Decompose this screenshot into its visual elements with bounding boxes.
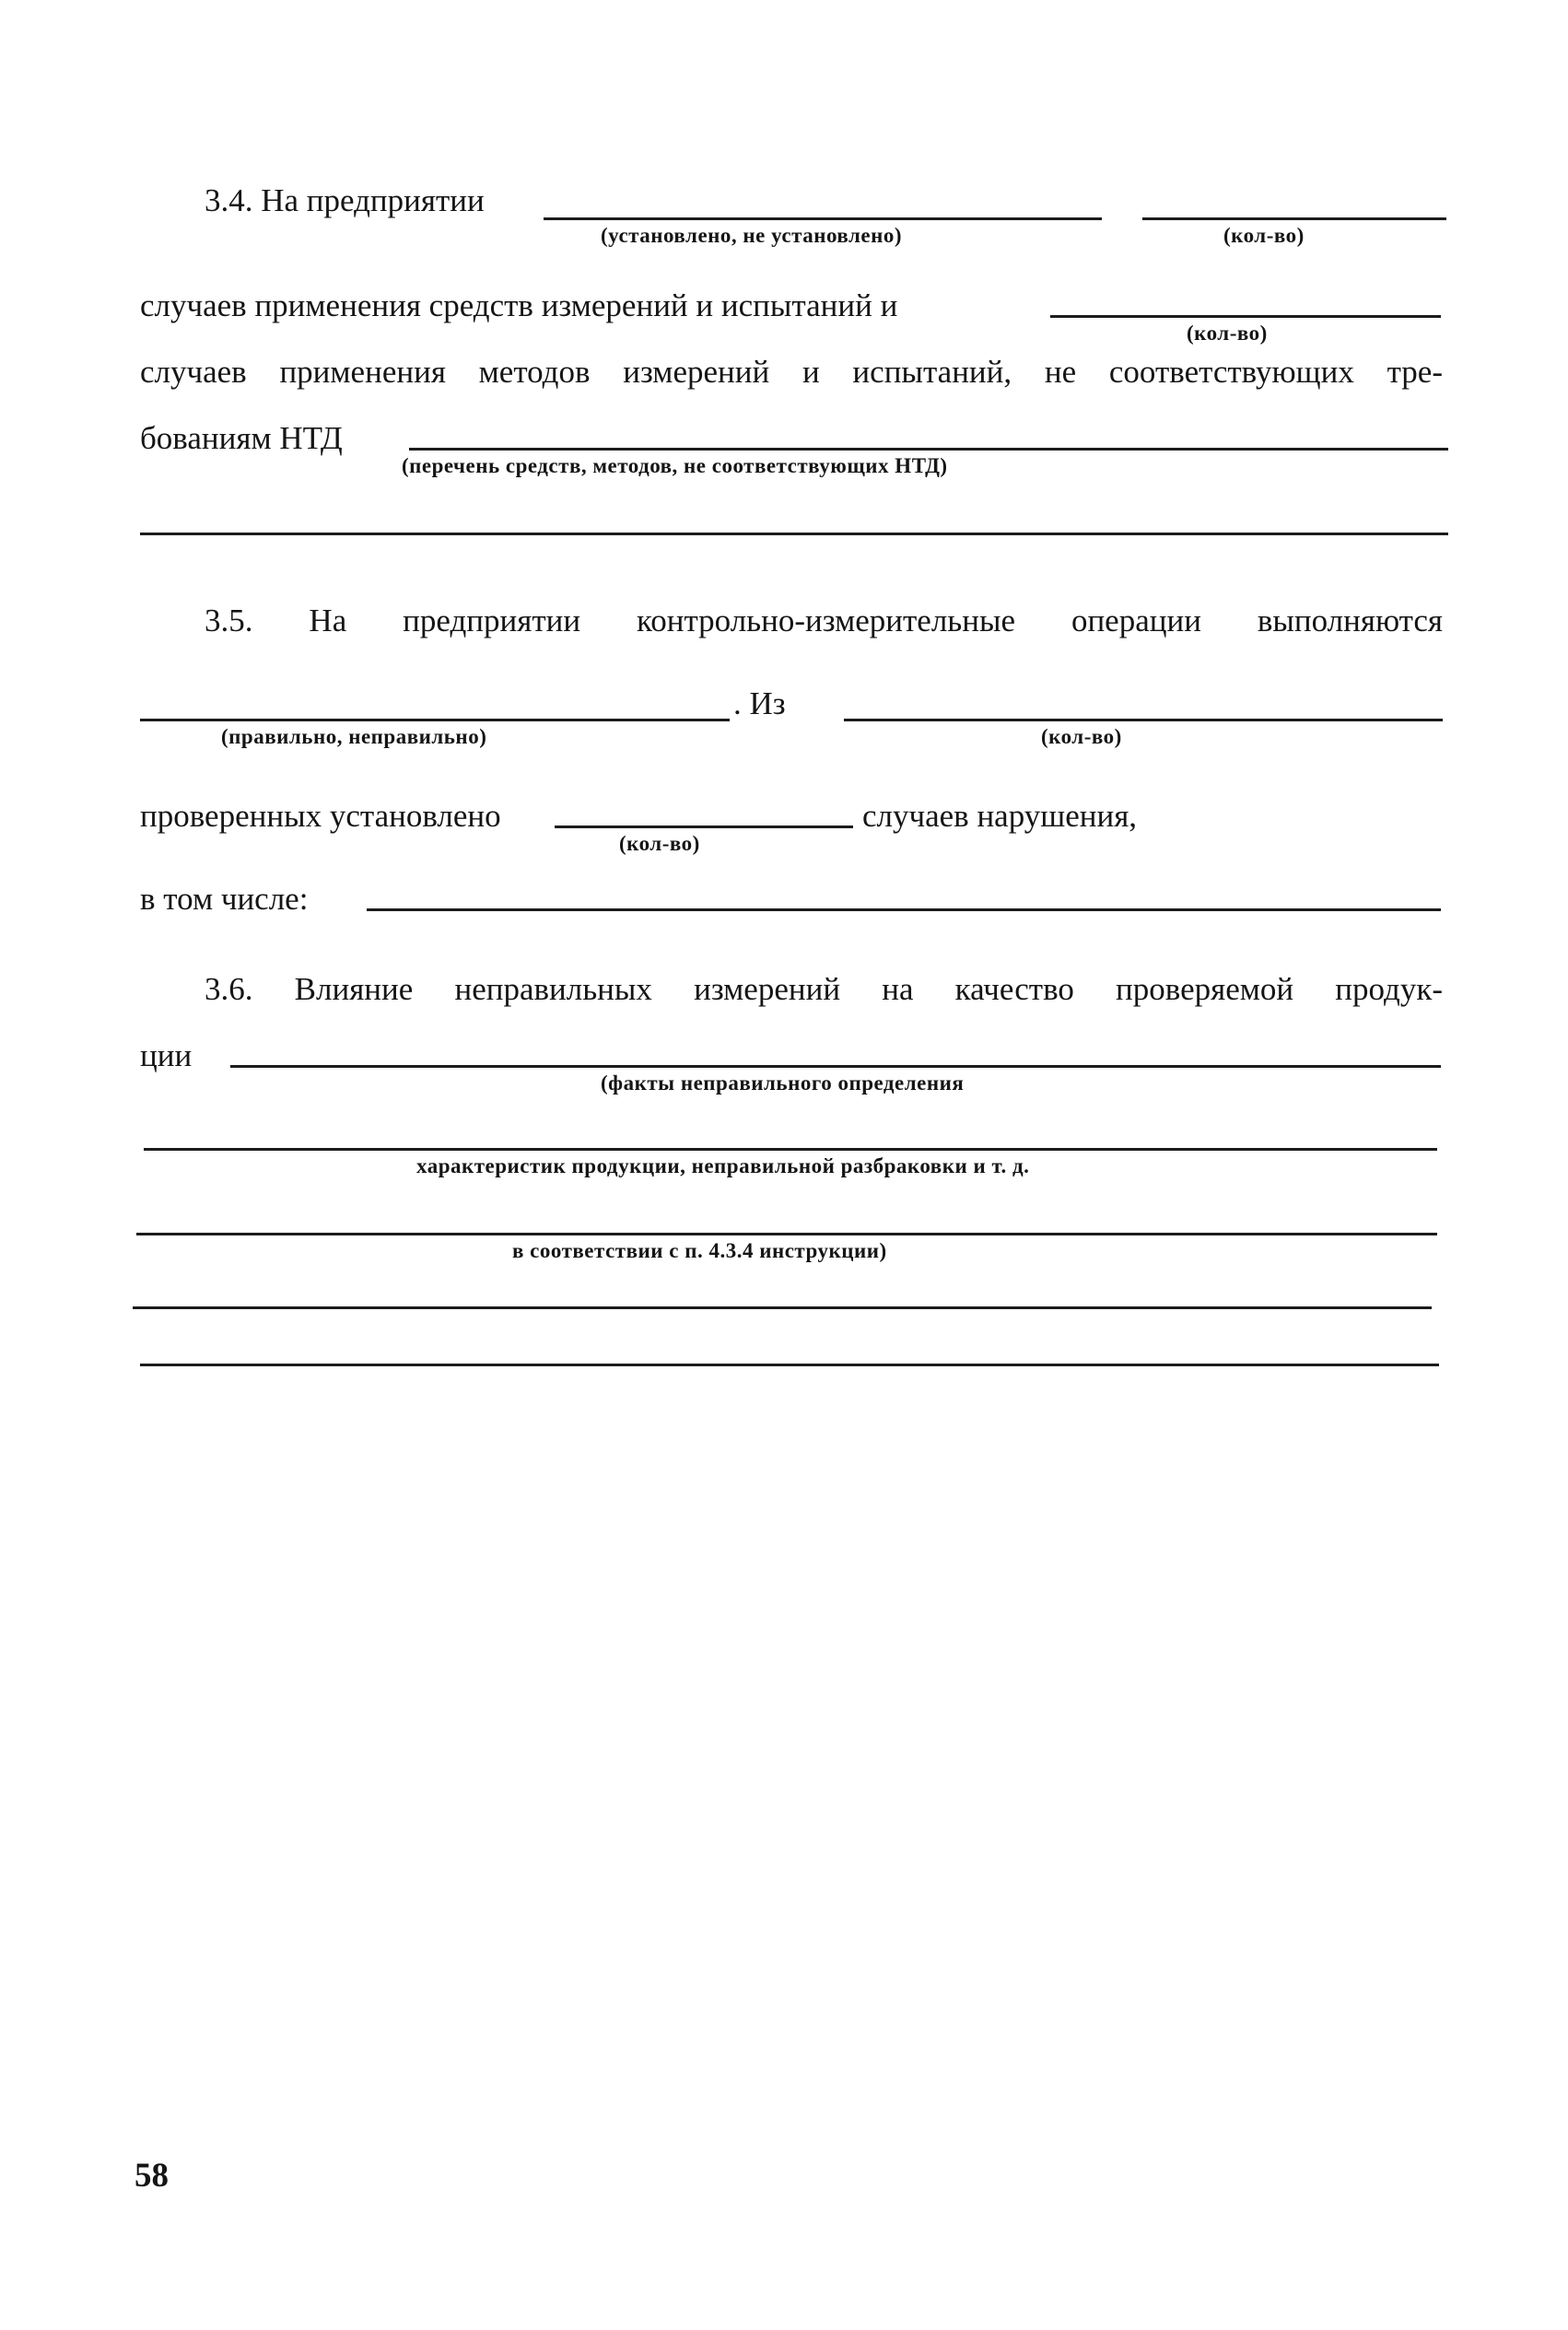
s35-correct-field[interactable] — [140, 719, 730, 721]
s34-count2-caption: (кол-во) — [1187, 322, 1268, 345]
s34-line2: случаев применения средств измерений и испытаний и — [140, 287, 898, 323]
s36-facts-field3[interactable] — [136, 1233, 1437, 1235]
s36-line1: 3.6. Влияние неправильных измерений на качество проверяемой продук- — [205, 971, 1443, 1007]
page-number: 58 — [135, 2157, 169, 2195]
s35-checked-suffix: случаев нарушения, — [862, 798, 1138, 834]
s35-correct-caption: (правильно, неправильно) — [221, 725, 487, 748]
s35-count2-field[interactable] — [555, 825, 853, 828]
s34-extra-line[interactable] — [140, 533, 1448, 535]
s34-count1-field[interactable] — [1142, 217, 1446, 220]
s34-line3: случаев применения методов измерений и испытаний, не соответствующих тре- — [140, 354, 1443, 390]
s36-caption3: в соответствии с п. 4.3.4 инструкции) — [512, 1239, 887, 1262]
s34-status-caption: (установлено, не установлено) — [601, 224, 903, 247]
s35-checked-prefix: проверенных установлено — [140, 798, 501, 834]
s35-iz: . Из — [733, 685, 786, 721]
s34-count1-caption: (кол-во) — [1223, 224, 1305, 247]
s34-line4: бованиям НТД — [140, 420, 343, 456]
s35-count2-caption: (кол-во) — [619, 832, 700, 855]
s36-caption1: (факты неправильного определения — [601, 1071, 965, 1095]
s34-status-field[interactable] — [544, 217, 1102, 220]
s36-extra-line1[interactable] — [133, 1306, 1432, 1309]
s36-extra-line2[interactable] — [140, 1364, 1439, 1366]
s36-caption2: характеристик продукции, неправильной разбраковки и т. д. — [416, 1154, 1030, 1177]
s35-count1-field[interactable] — [844, 719, 1443, 721]
s36-line2: ции — [140, 1037, 193, 1073]
s34-count2-field[interactable] — [1050, 315, 1441, 318]
s34-list-field[interactable] — [409, 448, 1448, 451]
s34-list-caption: (перечень средств, методов, не соответствующих НТД) — [402, 454, 948, 477]
s35-count1-caption: (кол-во) — [1041, 725, 1122, 748]
s36-facts-field2[interactable] — [144, 1148, 1437, 1151]
s35-line1: 3.5. На предприятии контрольно-измерительные операции выполняются — [205, 603, 1443, 638]
s36-facts-field1[interactable] — [230, 1065, 1441, 1068]
s34-lead: 3.4. На предприятии — [205, 182, 485, 218]
s35-incl-field[interactable] — [367, 908, 1441, 911]
s35-incl: в том числе: — [140, 881, 309, 917]
